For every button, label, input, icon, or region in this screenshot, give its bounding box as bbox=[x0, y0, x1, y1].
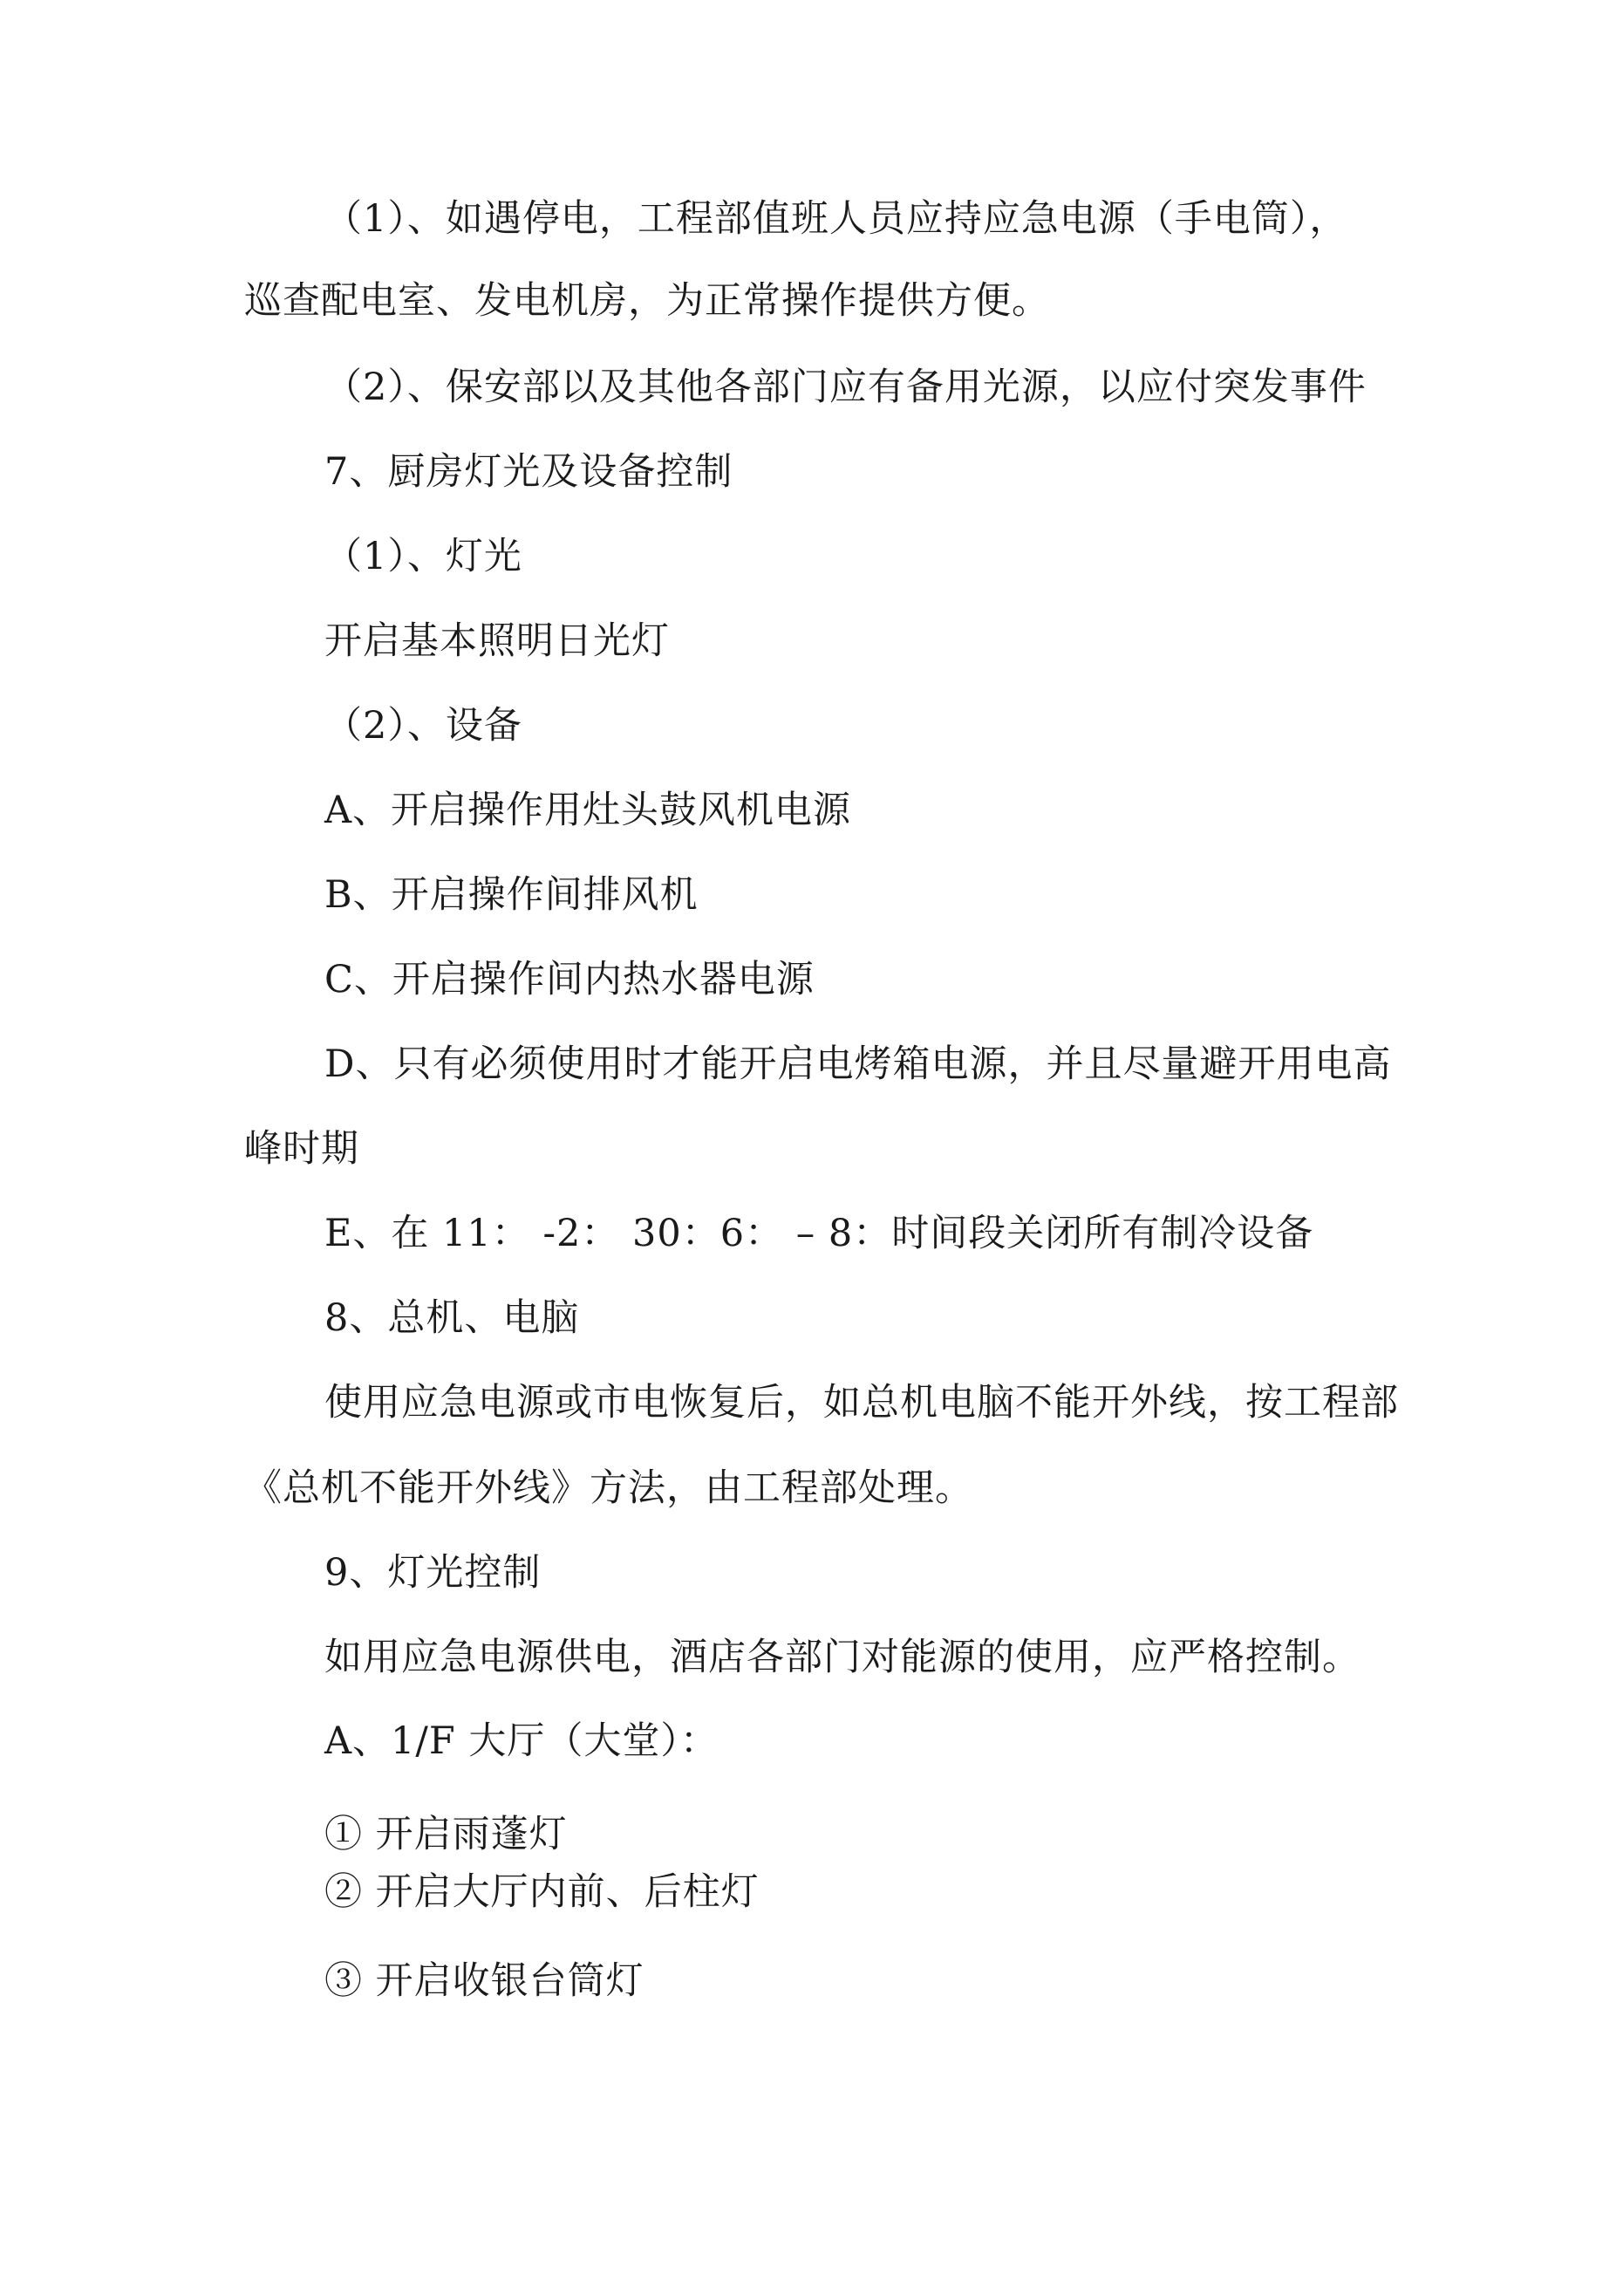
paragraph-line: （1）、如遇停电，工程部值班人员应持应急电源（手电筒）， bbox=[324, 197, 1348, 241]
sub-list-item: ② 开启大厅内前、后柱灯 bbox=[324, 1870, 760, 1914]
section-heading: 9、灯光控制 bbox=[324, 1551, 542, 1595]
paragraph-line: 巡查配电室、发电机房，为正常操作提供方便。 bbox=[244, 279, 1050, 323]
section-heading: 8、总机、电脑 bbox=[324, 1296, 580, 1340]
list-item-continuation: 峰时期 bbox=[244, 1127, 359, 1171]
sub-list-item: ① 开启雨蓬灯 bbox=[324, 1813, 568, 1856]
subheading: （2）、设备 bbox=[324, 704, 522, 748]
list-item: A、1/F 大厅（大堂）： bbox=[324, 1719, 719, 1763]
sub-list-item: ③ 开启收银台筒灯 bbox=[324, 1959, 644, 2003]
paragraph-line: 如用应急电源供电，酒店各部门对能源的使用，应严格控制。 bbox=[324, 1636, 1360, 1679]
paragraph-line: 使用应急电源或市电恢复后，如总机电脑不能开外线，按工程部 bbox=[324, 1381, 1399, 1425]
list-item: E、在 11： -2： 30：6： – 8：时间段关闭所有制冷设备 bbox=[324, 1212, 1314, 1255]
list-item: A、开启操作用灶头鼓风机电源 bbox=[324, 789, 852, 832]
paragraph-line: 开启基本照明日光灯 bbox=[324, 619, 670, 663]
paragraph-line: 《总机不能开外线》方法，由工程部处理。 bbox=[244, 1466, 973, 1510]
list-item: C、开启操作间内热水器电源 bbox=[324, 958, 815, 1001]
subheading: （1）、灯光 bbox=[324, 535, 522, 578]
list-item: B、开启操作间排风机 bbox=[324, 873, 699, 917]
section-heading: 7、厨房灯光及设备控制 bbox=[324, 450, 733, 494]
paragraph-line: （2）、保安部以及其他各部门应有备用光源，以应付突发事件 bbox=[324, 366, 1367, 409]
list-item: D、只有必须使用时才能开启电烤箱电源，并且尽量避开用电高 bbox=[324, 1042, 1392, 1086]
